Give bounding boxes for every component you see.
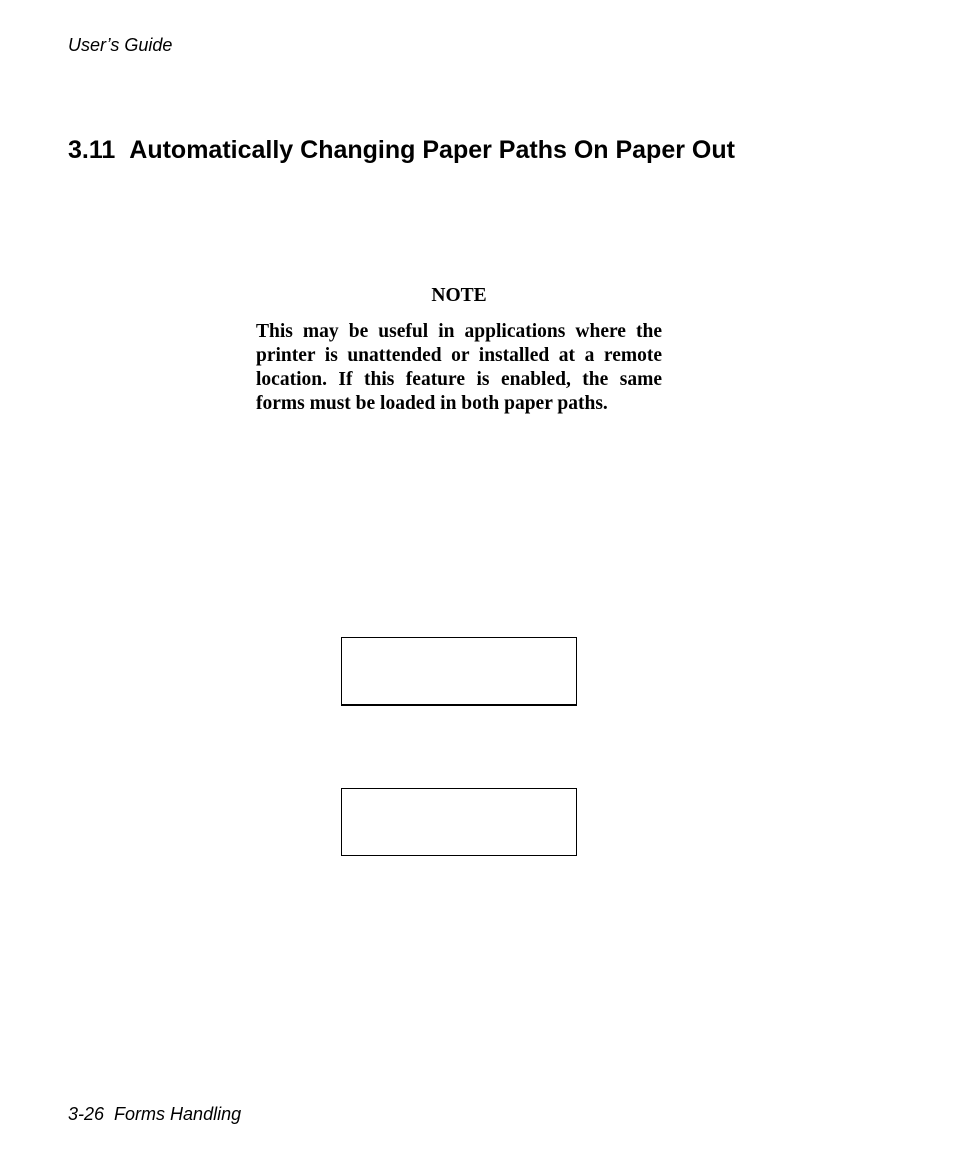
note-block bbox=[256, 284, 662, 416]
footer-chapter: Forms Handling bbox=[114, 1104, 242, 1124]
section-title-text: Automatically Changing Paper Paths On Paper Out bbox=[129, 136, 735, 164]
section-title bbox=[68, 134, 735, 166]
note-heading: NOTE bbox=[431, 285, 487, 306]
running-footer bbox=[68, 1103, 241, 1125]
display-panel-box-2 bbox=[341, 788, 577, 856]
running-header: User’s Guide bbox=[68, 35, 173, 55]
footer-page-number: 3-26 bbox=[68, 1104, 105, 1124]
section-number: 3.11 bbox=[68, 136, 116, 164]
display-panel-box-1 bbox=[341, 637, 577, 706]
note-text: This may be useful in applications where the printer is unattended or installed at a remote location. If this feature is enabled, the same forms must be loaded in both paper paths. bbox=[256, 321, 662, 414]
